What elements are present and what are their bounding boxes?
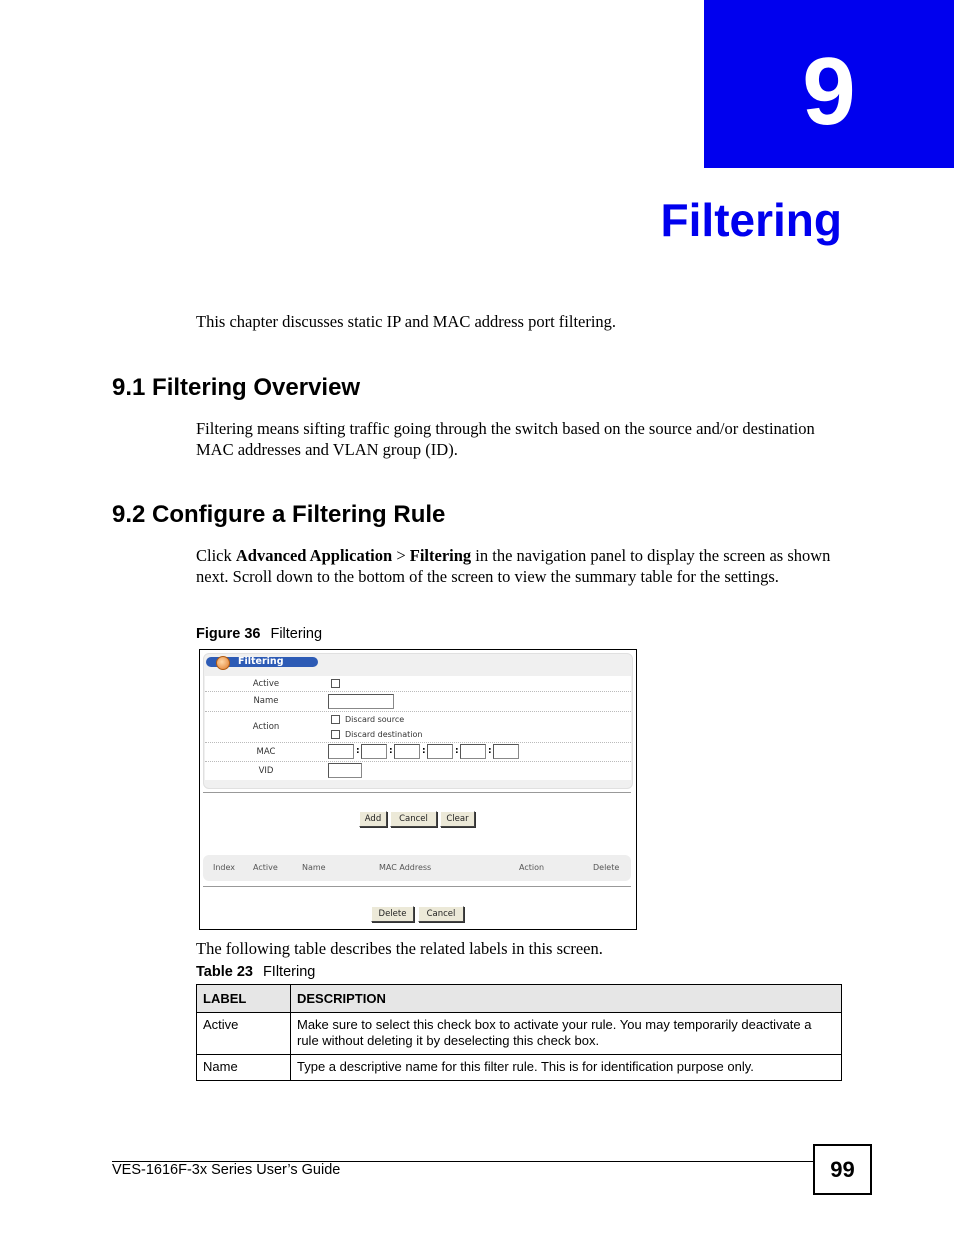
orange-ball-icon xyxy=(216,656,230,670)
discard-source-checkbox[interactable] xyxy=(331,715,340,724)
add-button[interactable]: Add xyxy=(359,811,387,827)
row-label: Active xyxy=(197,1013,291,1055)
row-vid xyxy=(205,762,631,780)
footer-guide-title: VES-1616F-3x Series User’s Guide xyxy=(112,1162,341,1178)
table-caption-text: FIltering xyxy=(262,964,316,980)
col-mac-address: MAC Address xyxy=(379,863,432,872)
col-action: Action xyxy=(519,863,545,872)
intro-paragraph: This chapter discusses static IP and MAC address port filtering. xyxy=(196,312,617,331)
label-action: Action xyxy=(252,722,280,732)
mac-separator: : xyxy=(488,746,492,756)
delete-button[interactable]: Delete xyxy=(371,906,414,922)
row-mac xyxy=(205,743,631,762)
mac-separator: : xyxy=(389,746,393,756)
configure-rest: in the navigation panel to display the screen as shown next. Scroll down to the bottom of the screen to view the summary table for the settings. xyxy=(196,546,831,586)
col-delete: Delete xyxy=(593,863,620,872)
page-number: 99 xyxy=(813,1144,872,1195)
chapter-number: 9 xyxy=(802,38,856,145)
configure-paragraph xyxy=(196,546,846,587)
click-text: Click xyxy=(196,546,236,565)
row-description: Make sure to select this check box to activate your rule. You may temporarily deactivate a rule without deleting it by deselecting this check box. xyxy=(291,1013,842,1055)
discard-source-label: Discard source xyxy=(345,715,405,724)
mac-octet-6-input[interactable] xyxy=(493,744,519,759)
nav-advanced-application: Advanced Application xyxy=(235,546,393,565)
discard-destination-checkbox[interactable] xyxy=(331,730,340,739)
row-description: Type a descriptive name for this filter rule. This is for identification purpose only. xyxy=(291,1055,842,1081)
screen-title: Filtering xyxy=(238,656,284,667)
summary-table-header xyxy=(203,855,631,881)
mac-separator: : xyxy=(422,746,426,756)
screen-title-tab xyxy=(206,657,318,667)
nav-separator: > xyxy=(392,546,410,565)
clear-button[interactable]: Clear xyxy=(440,811,475,827)
col-active: Active xyxy=(253,863,278,872)
name-input[interactable] xyxy=(328,694,394,709)
figure-caption xyxy=(196,626,322,642)
discard-destination-label: Discard destination xyxy=(345,730,423,739)
table-row xyxy=(197,1055,842,1081)
following-paragraph: The following table describes the related labels in this screen. xyxy=(196,939,603,958)
chapter-title: Filtering xyxy=(660,194,842,246)
figure-label: Figure 36 xyxy=(196,626,261,642)
row-name xyxy=(205,692,631,712)
nav-filtering: Filtering xyxy=(409,546,472,565)
row-label: Name xyxy=(197,1055,291,1081)
label-mac: MAC xyxy=(256,747,276,757)
figure-caption-text: Filtering xyxy=(270,626,323,642)
table-label: Table 23 xyxy=(196,964,253,980)
vid-input[interactable] xyxy=(328,763,362,778)
filtering-screen-figure xyxy=(199,649,637,930)
col-name: Name xyxy=(302,863,326,872)
filter-form-panel xyxy=(203,653,633,789)
description-table xyxy=(196,984,842,1081)
section-heading-configure: 9.2 Configure a Filtering Rule xyxy=(112,501,446,528)
section-heading-overview: 9.1 Filtering Overview xyxy=(112,374,361,401)
mac-octet-3-input[interactable] xyxy=(394,744,420,759)
mac-octet-1-input[interactable] xyxy=(328,744,354,759)
overview-paragraph: Filtering means sifting traffic going through the switch based on the source and/or destination MAC addresses and VLAN group (ID). xyxy=(196,419,815,459)
row-active xyxy=(205,676,631,692)
label-vid: VID xyxy=(258,766,274,776)
mac-separator: : xyxy=(356,746,360,756)
chapter-number-box xyxy=(704,0,954,168)
cancel-button[interactable]: Cancel xyxy=(390,811,437,827)
mac-octet-2-input[interactable] xyxy=(361,744,387,759)
table-row xyxy=(197,1013,842,1055)
label-active: Active xyxy=(252,679,280,689)
header-description: DESCRIPTION xyxy=(291,985,842,1013)
mac-separator: : xyxy=(455,746,459,756)
table-header-row xyxy=(197,985,842,1013)
label-name: Name xyxy=(253,696,279,706)
mac-octet-4-input[interactable] xyxy=(427,744,453,759)
divider xyxy=(203,886,631,887)
header-label: LABEL xyxy=(197,985,291,1013)
table-caption xyxy=(196,964,315,980)
divider xyxy=(203,792,631,793)
row-action xyxy=(205,712,631,743)
active-checkbox[interactable] xyxy=(331,679,340,688)
cancel-delete-button[interactable]: Cancel xyxy=(418,906,464,922)
mac-octet-5-input[interactable] xyxy=(460,744,486,759)
col-index: Index xyxy=(213,863,236,872)
